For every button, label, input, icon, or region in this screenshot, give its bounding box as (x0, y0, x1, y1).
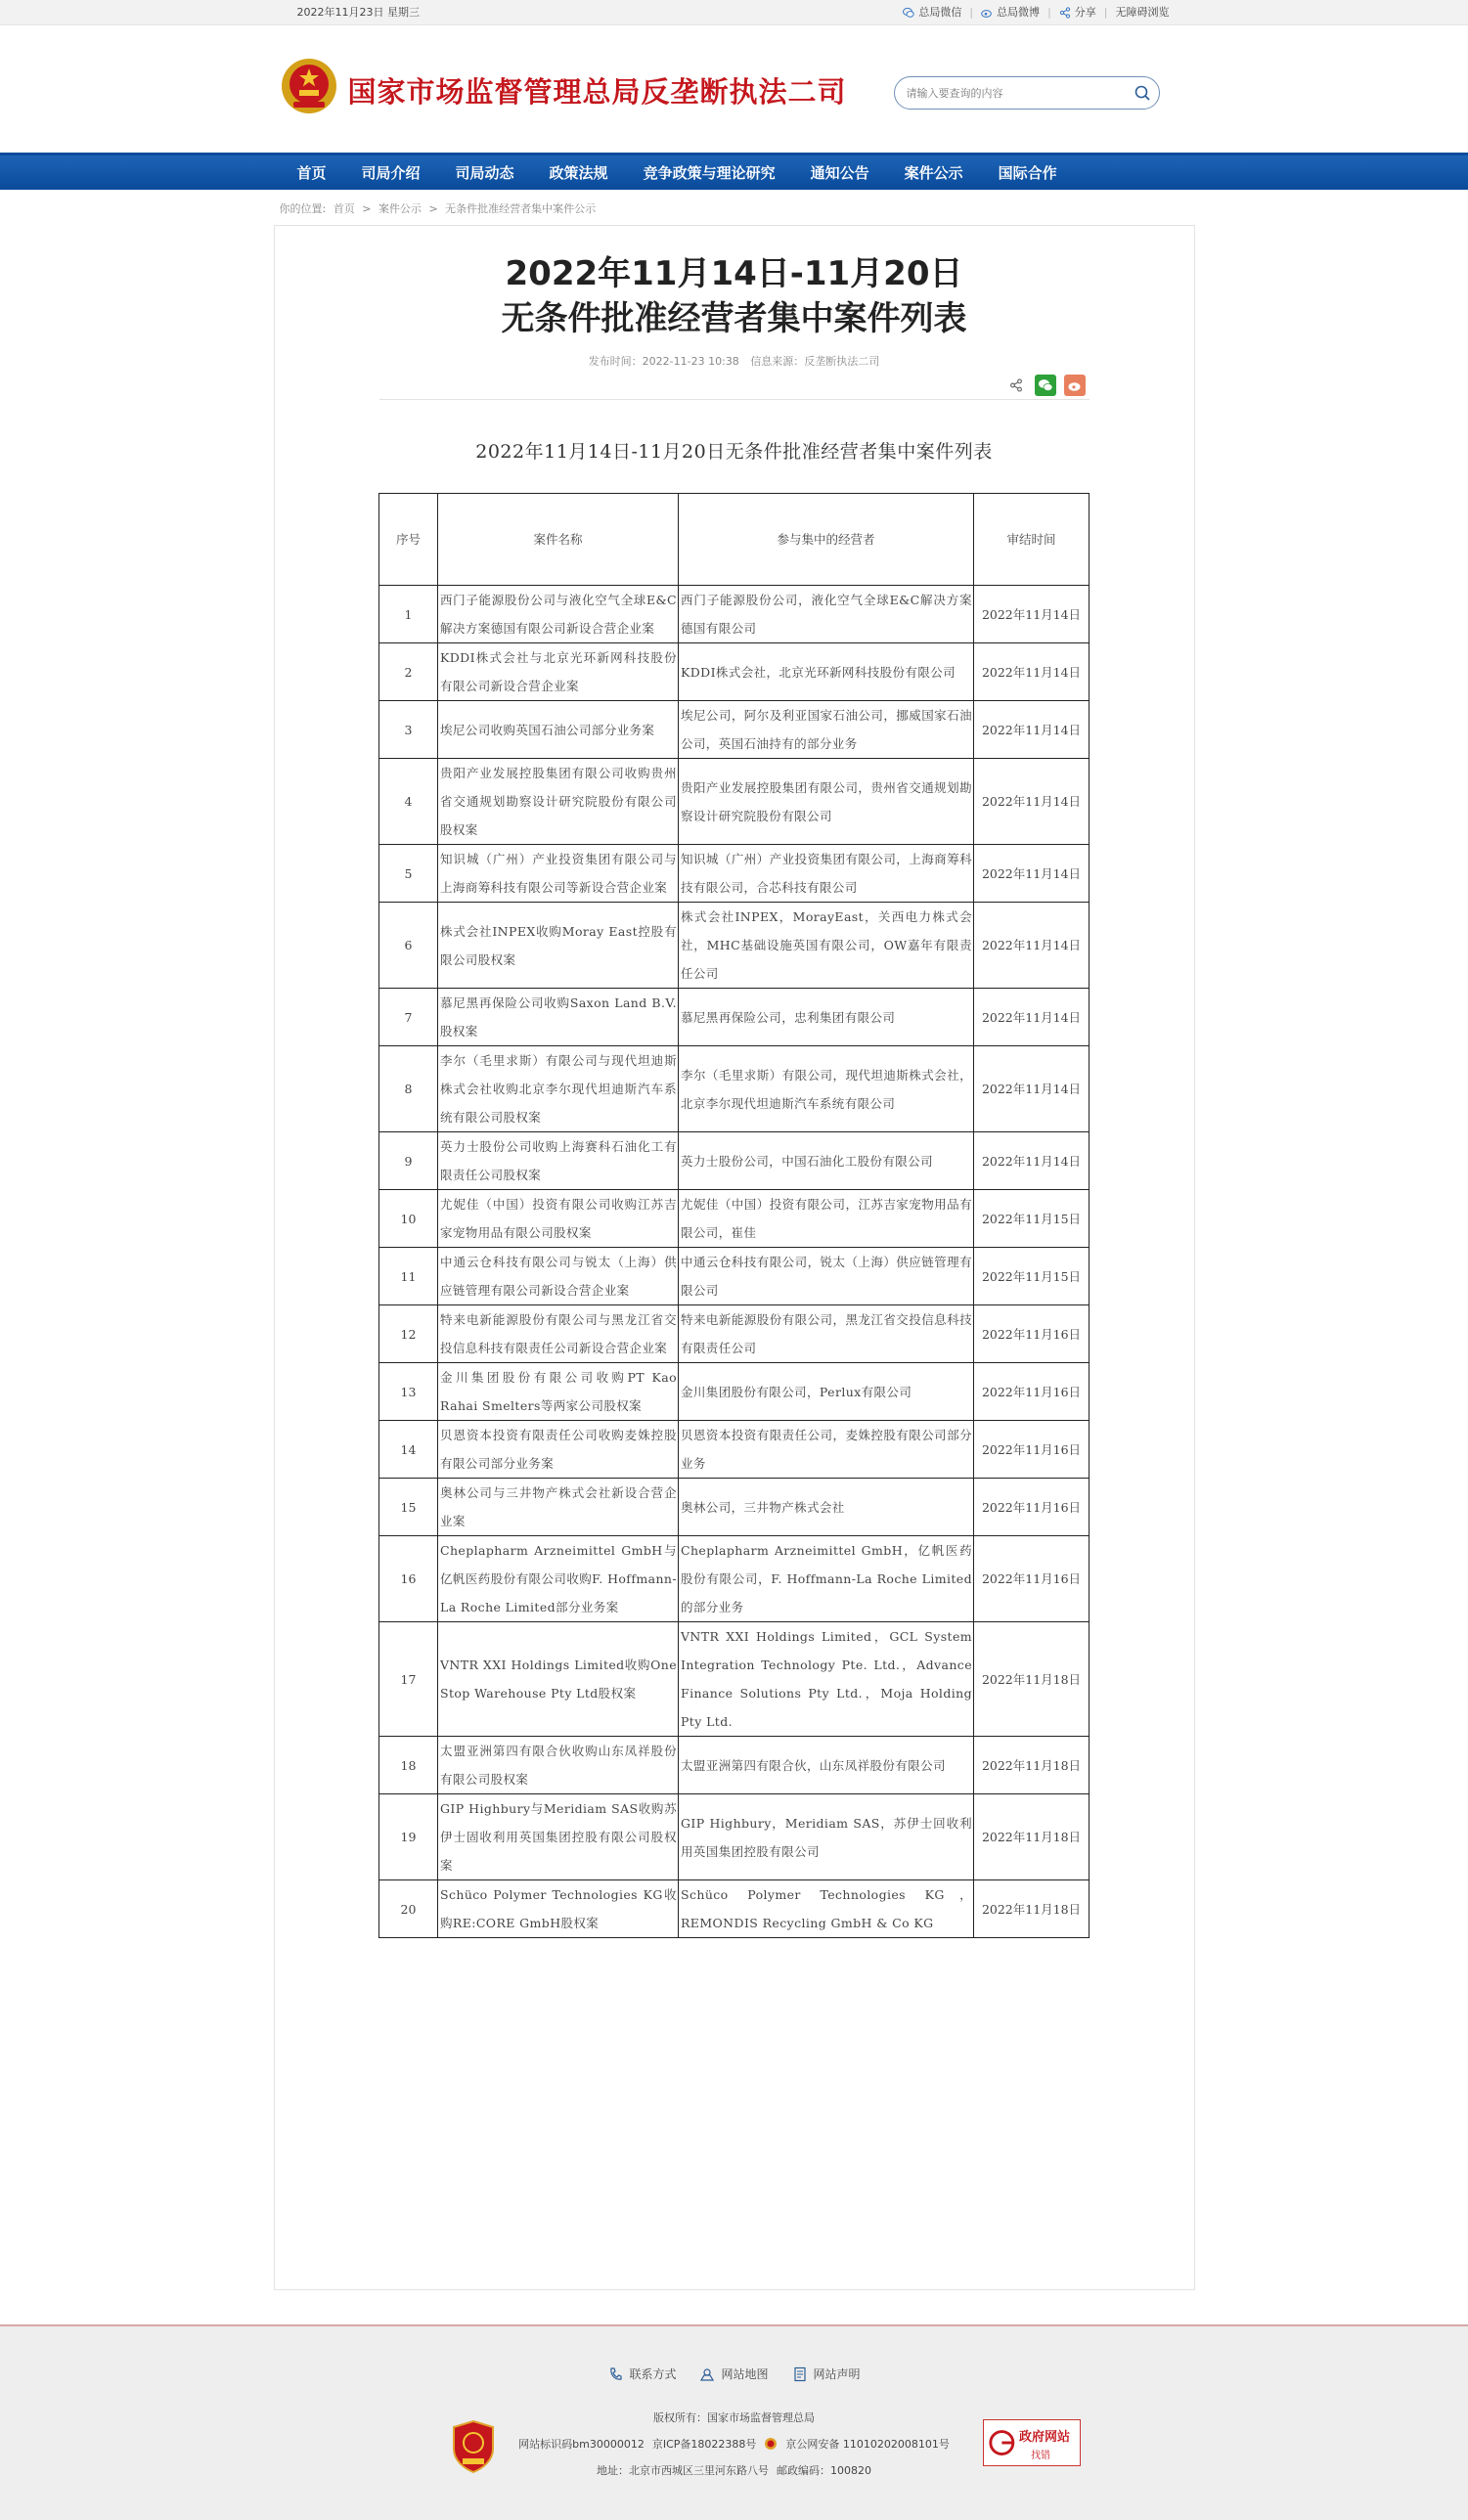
site-code: 网站标识码bm30000012 (518, 2438, 645, 2451)
cell-date: 2022年11月15日 (974, 1248, 1090, 1305)
cell-no: 11 (379, 1248, 438, 1305)
breadcrumb (280, 190, 1189, 225)
table-row (379, 1305, 1090, 1363)
header-no: 序号 (379, 494, 438, 586)
cell-case-name: VNTR XXI Holdings Limited收购One Stop Warehouse Pty Ltd股权案 (438, 1622, 679, 1737)
cell-no: 18 (379, 1737, 438, 1794)
cell-case-name: 英力士股份公司收购上海赛科石油化工有限责任公司股权案 (438, 1132, 679, 1190)
cell-parties: 知识城（广州）产业投资集团有限公司，上海商筹科技有限公司，合芯科技有限公司 (679, 845, 974, 903)
top-links (895, 0, 1177, 25)
cell-parties: KDDI株式会社，北京光环新网科技股份有限公司 (679, 643, 974, 701)
cell-no: 14 (379, 1421, 438, 1479)
cell-date: 2022年11月14日 (974, 845, 1090, 903)
sitemap-link-label: 网站地图 (721, 2367, 769, 2381)
cell-parties: 埃尼公司，阿尔及利亚国家石油公司，挪威国家石油公司，英国石油持有的部分业务 (679, 701, 974, 759)
site-header (0, 25, 1468, 153)
table-row (379, 1794, 1090, 1880)
cell-case-name: 李尔（毛里求斯）有限公司与现代坦迪斯株式会社收购北京李尔现代坦迪斯汽车系统有限公司股权案 (438, 1046, 679, 1132)
breadcrumb-current[interactable]: 无条件批准经营者集中案件公示 (445, 202, 597, 215)
weibo-icon (1067, 377, 1083, 393)
table-row (379, 1132, 1090, 1190)
info-source: 信息来源：反垄断执法二司 (750, 355, 880, 368)
cell-date: 2022年11月16日 (974, 1536, 1090, 1622)
badge-line-1: 政府网站 (1019, 2430, 1071, 2445)
cell-date: 2022年11月16日 (974, 1363, 1090, 1421)
header-date: 审结时间 (974, 494, 1090, 586)
wechat-link-label: 总局微信 (918, 6, 962, 19)
weibo-link-label: 总局微博 (997, 6, 1041, 19)
cell-parties: GIP Highbury，Meridiam SAS，苏伊士回收利用英国集团控股有限公司 (679, 1794, 974, 1880)
cell-case-name: 尤妮佳（中国）投资有限公司收购江苏吉家宠物用品有限公司股权案 (438, 1190, 679, 1248)
cell-parties: 贝恩资本投资有限责任公司，麦姝控股有限公司部分业务 (679, 1421, 974, 1479)
cell-no: 4 (379, 759, 438, 845)
top-bar (0, 0, 1468, 25)
cell-date: 2022年11月14日 (974, 1046, 1090, 1132)
search-input[interactable] (895, 77, 1120, 109)
cell-date: 2022年11月16日 (974, 1305, 1090, 1363)
accessibility-link[interactable] (1108, 0, 1178, 25)
sitemap-link[interactable] (699, 2365, 768, 2382)
share-link[interactable] (1051, 0, 1104, 25)
title-line-2: 无条件批准经营者集中案件列表 (501, 299, 967, 338)
cases-table-body (379, 586, 1090, 1938)
cell-date: 2022年11月18日 (974, 1622, 1090, 1737)
share-icons (1005, 375, 1086, 396)
publish-time: 发布时间：2022-11-23 10:38 (588, 355, 739, 368)
cell-parties: VNTR XXI Holdings Limited，GCL System Integration Technology Pte. Ltd.，Advance Finance Solutions Pty Ltd.，Moja Holding Pty Ltd. (679, 1622, 974, 1737)
search-icon[interactable] (1134, 84, 1151, 102)
cell-case-name: 慕尼黑再保险公司收购Saxon Land B.V.股权案 (438, 989, 679, 1046)
cell-parties: 太盟亚洲第四有限合伙，山东凤祥股份有限公司 (679, 1737, 974, 1794)
cell-parties: Cheplapharm Arzneimittel GmbH，亿帆医药股份有限公司，F. Hoffmann-La Roche Limited的部分业务 (679, 1536, 974, 1622)
cell-case-name: Schüco Polymer Technologies KG收购RE:CORE GmbH股权案 (438, 1880, 679, 1938)
site-title[interactable]: 国家市场监督管理总局反垄断执法二司 (347, 75, 847, 109)
cell-no: 9 (379, 1132, 438, 1190)
cell-date: 2022年11月14日 (974, 903, 1090, 989)
table-row (379, 643, 1090, 701)
share-weibo-button[interactable] (1064, 375, 1086, 396)
phone-icon (607, 2366, 623, 2382)
cell-no: 15 (379, 1479, 438, 1536)
nav-item-about[interactable]: 司局介绍 (361, 164, 421, 182)
cell-no: 2 (379, 643, 438, 701)
cell-date: 2022年11月15日 (974, 1190, 1090, 1248)
cell-case-name: 金川集团股份有限公司收购PT Kao Rahai Smelters等两家公司股权案 (438, 1363, 679, 1421)
weibo-icon (981, 7, 993, 19)
table-row (379, 989, 1090, 1046)
cell-no: 10 (379, 1190, 438, 1248)
table-row (379, 1190, 1090, 1248)
wechat-icon (903, 7, 914, 19)
table-row (379, 1046, 1090, 1132)
police-badge-icon (764, 2437, 778, 2451)
main-nav (0, 153, 1468, 190)
site-footer (0, 2324, 1468, 2520)
badge-line-2: 找错 (1031, 2451, 1050, 2461)
cell-case-name: 知识城（广州）产业投资集团有限公司与上海商筹科技有限公司等新设合营企业案 (438, 845, 679, 903)
breadcrumb-home[interactable]: 首页 (333, 202, 355, 215)
table-header-row (379, 494, 1090, 586)
contact-link-label: 联系方式 (629, 2367, 677, 2381)
article-container (274, 225, 1195, 2290)
cell-parties: 英力士股份公司，中国石油化工股份有限公司 (679, 1132, 974, 1190)
cell-parties: 金川集团股份有限公司，Perlux有限公司 (679, 1363, 974, 1421)
table-row (379, 1421, 1090, 1479)
table-row (379, 586, 1090, 643)
header-case-name: 案件名称 (438, 494, 679, 586)
cell-case-name: 贵阳产业发展控股集团有限公司收购贵州省交通规划勘察设计研究院股份有限公司股权案 (438, 759, 679, 845)
table-row (379, 1622, 1090, 1737)
cell-parties: 尤妮佳（中国）投资有限公司，江苏吉家宠物用品有限公司，崔佳 (679, 1190, 974, 1248)
cell-date: 2022年11月14日 (974, 759, 1090, 845)
police-record[interactable]: 京公网安备 11010202008101号 (785, 2438, 950, 2451)
cell-case-name: 中通云仓科技有限公司与锐太（上海）供应链管理有限公司新设合营企业案 (438, 1248, 679, 1305)
contact-link[interactable] (607, 2365, 676, 2382)
cell-parties: 中通云仓科技有限公司，锐太（上海）供应链管理有限公司 (679, 1248, 974, 1305)
current-date: 2022年11月23日 星期三 (296, 6, 420, 19)
table-row (379, 845, 1090, 903)
document-title: 2022年11月14日-11月20日无条件批准经营者集中案件列表 (475, 441, 993, 463)
share-button[interactable] (1005, 375, 1027, 396)
cell-no: 1 (379, 586, 438, 643)
breadcrumb-separator: > (362, 202, 372, 215)
divider: | (1103, 6, 1108, 19)
wechat-link[interactable] (895, 0, 969, 25)
cell-no: 13 (379, 1363, 438, 1421)
error-report-badge[interactable] (983, 2419, 1081, 2466)
cell-case-name: 埃尼公司收购英国石油公司部分业务案 (438, 701, 679, 759)
statement-link[interactable] (792, 2365, 861, 2382)
title-line-1: 2022年11月14日-11月20日 (505, 254, 963, 293)
footer-info (0, 2405, 1468, 2484)
share-wechat-button[interactable] (1035, 375, 1056, 396)
cell-case-name: 特来电新能源股份有限公司与黑龙江省交投信息科技有限责任公司新设合营企业案 (438, 1305, 679, 1363)
table-row (379, 1479, 1090, 1536)
cell-no: 19 (379, 1794, 438, 1880)
nav-item-cases[interactable]: 案件公示 (904, 164, 963, 182)
search-box (894, 76, 1160, 110)
nav-item-international[interactable]: 国际合作 (998, 164, 1057, 182)
cases-table (378, 493, 1090, 1938)
table-row (379, 1880, 1090, 1938)
cell-date: 2022年11月14日 (974, 989, 1090, 1046)
share-row (379, 375, 1090, 400)
sitemap-icon (699, 2366, 715, 2382)
cell-parties: 特来电新能源股份有限公司，黑龙江省交投信息科技有限责任公司 (679, 1305, 974, 1363)
cell-parties: 西门子能源股份公司，液化空气全球E&C解决方案德国有限公司 (679, 586, 974, 643)
page-title (275, 251, 1194, 341)
cell-case-name: Cheplapharm Arzneimittel GmbH与亿帆医药股份有限公司收购F. Hoffmann-La Roche Limited部分业务案 (438, 1536, 679, 1622)
cell-parties: 奥林公司，三井物产株式会社 (679, 1479, 974, 1536)
header-parties: 参与集中的经营者 (679, 494, 974, 586)
table-row (379, 759, 1090, 845)
cell-parties: 株式会社INPEX，MorayEast，关西电力株式会社，MHC基础设施英国有限公司，OW嘉年有限责任公司 (679, 903, 974, 989)
address-row (0, 2457, 1468, 2484)
cell-no: 7 (379, 989, 438, 1046)
cell-date: 2022年11月14日 (974, 701, 1090, 759)
wechat-icon (1038, 377, 1053, 393)
share-link-label: 分享 (1074, 6, 1096, 19)
statement-link-label: 网站声明 (813, 2367, 861, 2381)
cell-case-name: 株式会社INPEX收购Moray East控股有限公司股权案 (438, 903, 679, 989)
cell-date: 2022年11月18日 (974, 1880, 1090, 1938)
table-row (379, 903, 1090, 989)
address: 地址：北京市西城区三里河东路八号 (597, 2464, 769, 2477)
cell-case-name: 奥林公司与三井物产株式会社新设合营企业案 (438, 1479, 679, 1536)
cell-case-name: GIP Highbury与Meridiam SAS收购苏伊士固收利用英国集团控股有限公司股权案 (438, 1794, 679, 1880)
cell-no: 20 (379, 1880, 438, 1938)
footer-links (0, 2365, 1468, 2382)
nav-item-home[interactable]: 首页 (296, 164, 327, 182)
nav-item-research[interactable]: 竞争政策与理论研究 (643, 164, 776, 182)
cell-date: 2022年11月16日 (974, 1479, 1090, 1536)
cell-case-name: 贝恩资本投资有限责任公司收购麦姝控股有限公司部分业务案 (438, 1421, 679, 1479)
cell-parties: Schüco Polymer Technologies KG，REMONDIS Recycling GmbH & Co KG (679, 1880, 974, 1938)
cell-no: 8 (379, 1046, 438, 1132)
article-meta (275, 353, 1194, 369)
cell-no: 3 (379, 701, 438, 759)
nav-item-policy[interactable]: 政策法规 (549, 164, 608, 182)
cell-case-name: 太盟亚洲第四有限合伙收购山东凤祥股份有限公司股权案 (438, 1737, 679, 1794)
table-row (379, 1536, 1090, 1622)
cell-date: 2022年11月18日 (974, 1737, 1090, 1794)
table-row (379, 1248, 1090, 1305)
table-row (379, 1363, 1090, 1421)
cell-no: 5 (379, 845, 438, 903)
registration-row (0, 2431, 1468, 2457)
nav-item-notices[interactable]: 通知公告 (810, 164, 869, 182)
share-icon (1009, 378, 1023, 392)
national-emblem-icon[interactable] (280, 57, 338, 115)
breadcrumb-prefix: 你的位置: (279, 202, 327, 215)
share-icon (1059, 7, 1071, 19)
cell-parties: 李尔（毛里求斯）有限公司，现代坦迪斯株式会社，北京李尔现代坦迪斯汽车系统有限公司 (679, 1046, 974, 1132)
cell-date: 2022年11月16日 (974, 1421, 1090, 1479)
breadcrumb-cases[interactable]: 案件公示 (378, 202, 422, 215)
cell-case-name: KDDI株式会社与北京光环新网科技股份有限公司新设合营企业案 (438, 643, 679, 701)
divider: | (969, 6, 974, 19)
cell-date: 2022年11月14日 (974, 643, 1090, 701)
weibo-link[interactable] (973, 0, 1047, 25)
table-row (379, 701, 1090, 759)
cell-date: 2022年11月14日 (974, 586, 1090, 643)
icp-number[interactable]: 京ICP备18022388号 (651, 2438, 757, 2451)
postcode: 邮政编码：100820 (777, 2464, 871, 2477)
cell-parties: 贵阳产业发展控股集团有限公司，贵州省交通规划勘察设计研究院股份有限公司 (679, 759, 974, 845)
accessibility-link-label: 无障碍浏览 (1115, 6, 1170, 19)
cell-no: 17 (379, 1622, 438, 1737)
cell-date: 2022年11月18日 (974, 1794, 1090, 1880)
cell-date: 2022年11月14日 (974, 1132, 1090, 1190)
divider: | (1047, 6, 1051, 19)
table-row (379, 1737, 1090, 1794)
cell-case-name: 西门子能源股份公司与液化空气全球E&C解决方案德国有限公司新设合营企业案 (438, 586, 679, 643)
document-icon (792, 2366, 808, 2382)
cell-no: 6 (379, 903, 438, 989)
copyright: 版权所有：国家市场监督管理总局 (653, 2411, 815, 2424)
cell-no: 12 (379, 1305, 438, 1363)
nav-item-news[interactable]: 司局动态 (455, 164, 514, 182)
breadcrumb-separator: > (428, 202, 438, 215)
cell-parties: 慕尼黑再保险公司，忠利集团有限公司 (679, 989, 974, 1046)
cell-no: 16 (379, 1536, 438, 1622)
